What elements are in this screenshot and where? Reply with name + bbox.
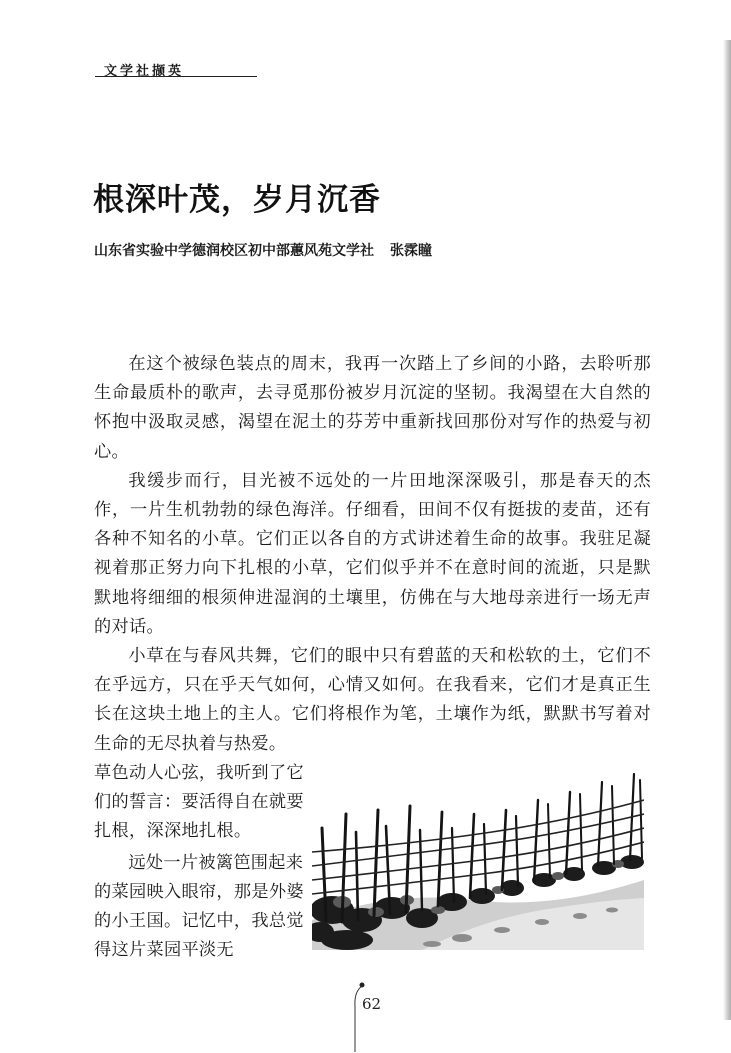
paragraph-5: 远处一片被篱笆围起来的菜园映入眼帘，那是外婆的小王国。记忆中，我总觉得这片菜园平淡无	[94, 852, 304, 961]
wrapped-text-column	[94, 759, 306, 967]
byline-author: 张霂瞳	[390, 243, 432, 259]
section-rule	[95, 76, 257, 77]
paragraph-4: 草色动人心弦，我听到了它们的誓言：要活得自在就要扎根，深深地扎根。	[94, 763, 304, 842]
byline	[94, 240, 432, 260]
paragraph-3: 小草在与春风共舞，它们的眼中只有碧蓝的天和松软的土，它们不在乎远方，只在乎天气如何，心情又如何。在我看来，它们才是真正生长在这块土地上的主人。它们将根作为笔，土壤作为纸，默默书写着对生命的无尽执着与热爱。	[94, 646, 651, 754]
fence-garden-illustration	[312, 770, 644, 950]
section-label: 文学社撷英	[104, 64, 185, 79]
paragraph-1: 在这个被绿色装点的周末，我再一次踏上了乡间的小路，去聆听那生命最质朴的歌声，去寻觅那份被岁月沉淀的坚韧。我渴望在大自然的怀抱中汲取灵感，渴望在泥土的芬芳中重新找回那份对写作的热爱与初心。	[94, 354, 651, 462]
paragraph-2: 我缓步而行，目光被不远处的一片田地深深吸引，那是春天的杰作，一片生机勃勃的绿色海洋。仔细看，田间不仅有挺拔的麦苗，还有各种不知名的小草。它们正以各自的方式讲述着生命的故事。我驻足凝视着那正努力向下扎根的小草，它们似乎并不在意时间的流逝，只是默默地将细细的根须伸进湿润的土壤里，仿佛在与大地母亲进行一场无声的对话。	[94, 470, 651, 637]
binding-shadow	[723, 40, 731, 1020]
article-title: 根深叶茂，岁月沉香	[93, 182, 381, 218]
article-body	[94, 350, 651, 759]
page-number: 62	[362, 995, 382, 1013]
page-ornament-icon	[352, 982, 366, 1052]
byline-school: 山东省实验中学德润校区初中部蕙风苑文学社	[94, 243, 374, 259]
